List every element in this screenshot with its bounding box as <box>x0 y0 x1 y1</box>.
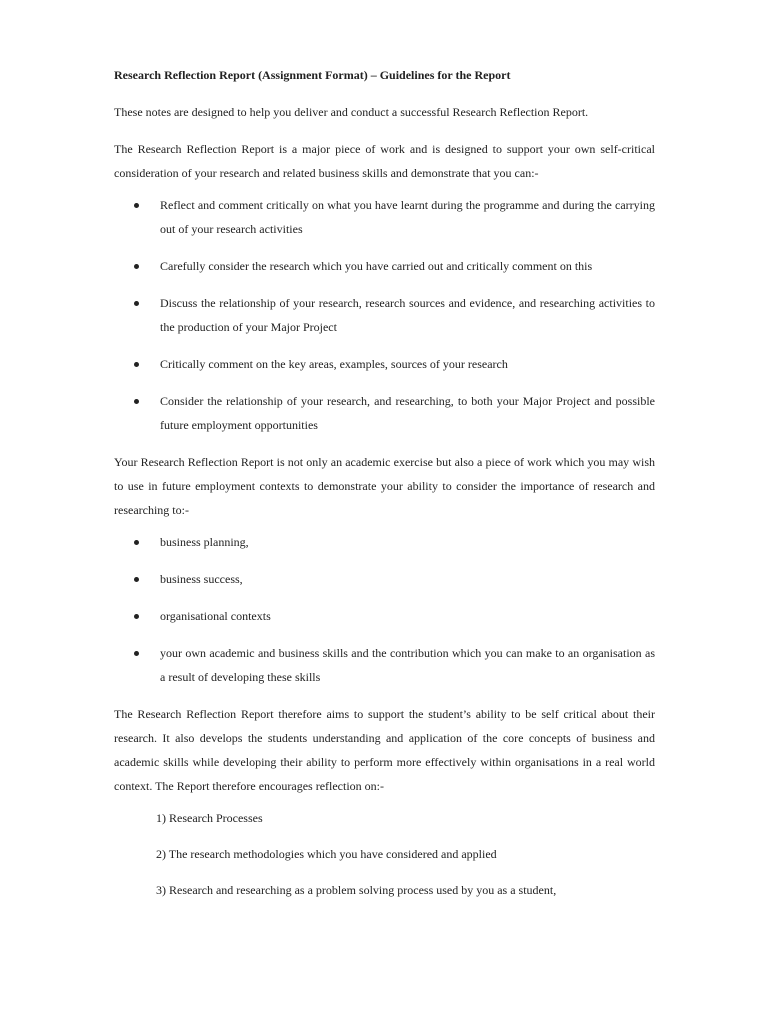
bullet-icon <box>134 362 139 367</box>
paragraph-1: The Research Reflection Report is a major piece of work and is designed to support your own self-critical consideration of your research and related business skills and demonstrate that you can:- <box>114 142 655 180</box>
numbered-item: 1) Research Processes <box>156 811 263 825</box>
list-item <box>114 352 655 376</box>
list-item <box>114 641 655 689</box>
paragraph-3: The Research Reflection Report therefore aims to support the student’s ability to be self critical about their research. It also develops the students understanding and application of the core concepts of business and academic skills while developing their ability to perform more effectively within organisations in a real world context. The Report therefore encourages reflection on:- <box>114 707 655 793</box>
numbered-list <box>114 806 655 902</box>
bullet-icon <box>134 651 139 656</box>
list-item-text: business success, <box>160 572 243 586</box>
numbered-item: 3) Research and researching as a problem solving process used by you as a student, <box>156 883 557 897</box>
list-item <box>114 530 655 554</box>
list-item-text: organisational contexts <box>160 609 271 623</box>
intro-paragraph: These notes are designed to help you deliver and conduct a successful Research Reflection Report. <box>114 105 589 119</box>
bullet-list-1 <box>114 193 655 437</box>
numbered-item: 2) The research methodologies which you have considered and applied <box>156 847 497 861</box>
list-item-text: Critically comment on the key areas, examples, sources of your research <box>160 357 508 371</box>
list-item <box>114 567 655 591</box>
list-item-text: your own academic and business skills and the contribution which you can make to an organisation as a result of developing these skills <box>160 646 655 684</box>
document-body <box>114 66 655 914</box>
bullet-list-2 <box>114 530 655 689</box>
list-item-text: Discuss the relationship of your research, research sources and evidence, and researching activities to the production of your Major Project <box>160 296 655 334</box>
document-title: Research Reflection Report (Assignment Format) – Guidelines for the Report <box>114 68 511 82</box>
paragraph-2: Your Research Reflection Report is not only an academic exercise but also a piece of work which you may wish to use in future employment contexts to demonstrate your ability to consider the importance of research and researching to:- <box>114 455 655 517</box>
bullet-icon <box>134 264 139 269</box>
bullet-icon <box>134 577 139 582</box>
bullet-icon <box>134 399 139 404</box>
list-item-text: Carefully consider the research which you have carried out and critically comment on this <box>160 259 593 273</box>
list-item <box>114 193 655 241</box>
bullet-icon <box>134 614 139 619</box>
list-item-text: business planning, <box>160 535 249 549</box>
list-item <box>114 291 655 339</box>
list-item <box>114 604 655 628</box>
bullet-icon <box>134 540 139 545</box>
list-item <box>114 254 655 278</box>
list-item <box>114 389 655 437</box>
bullet-icon <box>134 301 139 306</box>
list-item-text: Consider the relationship of your research, and researching, to both your Major Project and possible future employment opportunities <box>160 394 655 432</box>
list-item-text: Reflect and comment critically on what you have learnt during the programme and during the carrying out of your research activities <box>160 198 655 236</box>
bullet-icon <box>134 203 139 208</box>
